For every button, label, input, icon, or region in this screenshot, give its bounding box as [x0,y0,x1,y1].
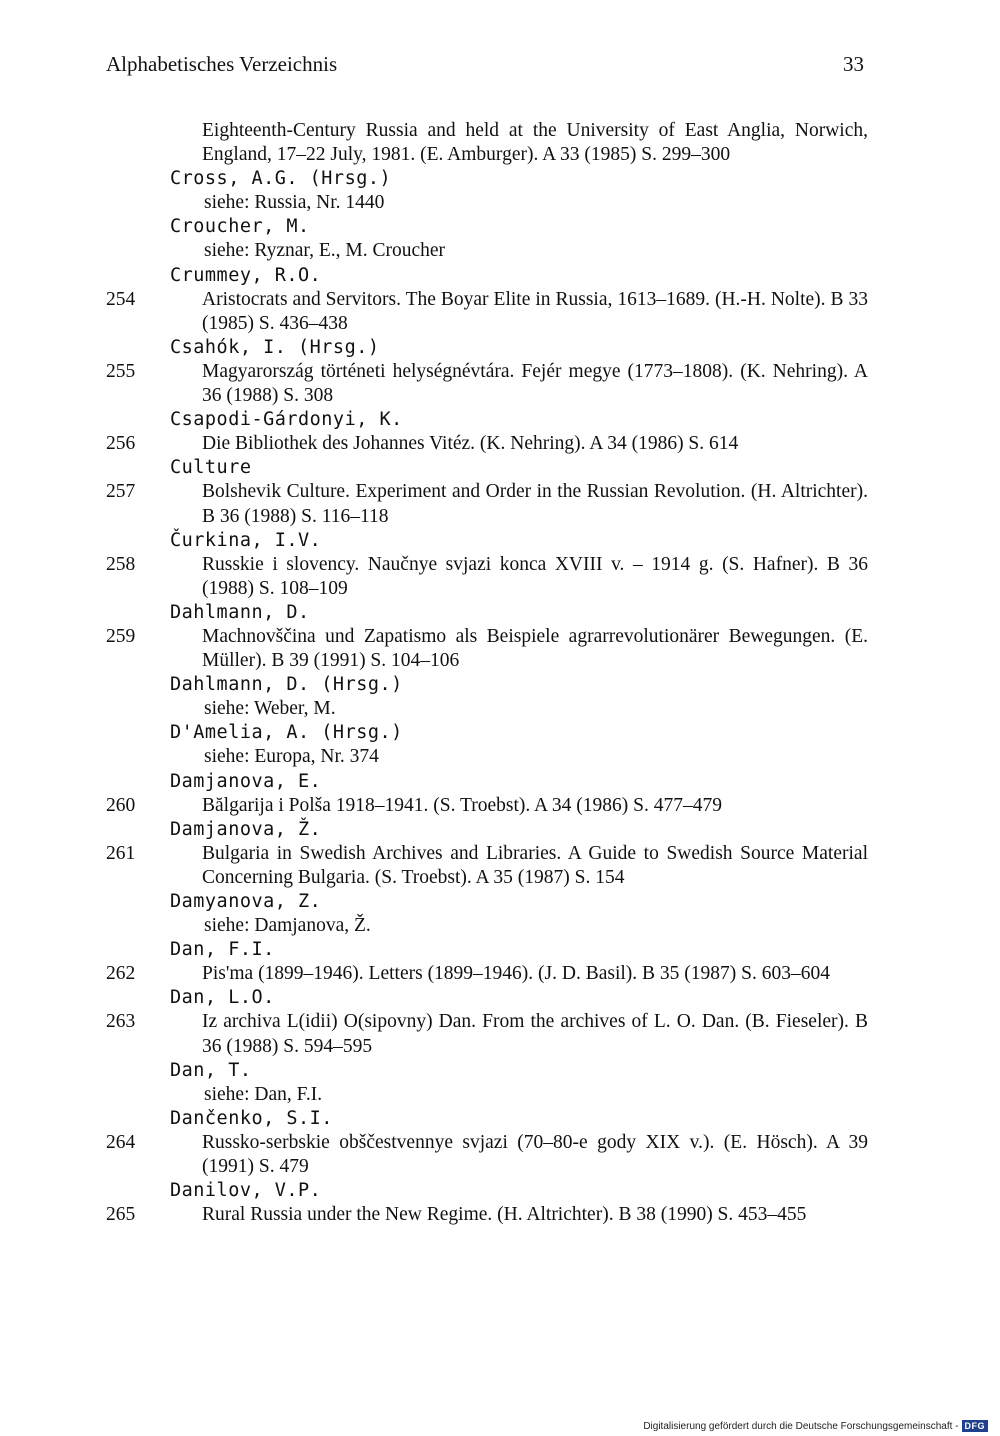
entry-text: siehe: Ryznar, E., M. Croucher [204,240,446,262]
entry-text: Russkie i slovency. Naučnye svjazi konca XVIII v. – 1914 g. (S. Hafner). B 36 (1988) S. 108–109 [202,553,868,599]
review-entry [106,288,868,336]
author-heading: Croucher, M. [170,216,310,238]
cross-reference [106,239,868,263]
entry-number: 263 [106,1011,136,1033]
author-heading: Cross, A.G. (Hrsg.) [170,168,392,190]
cross-reference [106,914,868,938]
author-heading: Dahlmann, D. [170,601,310,623]
cross-reference [106,745,868,769]
entry-text: Die Bibliothek des Johannes Vitéz. (K. Nehring). A 34 (1986) S. 614 [202,433,739,455]
author-heading: Čurkina, I.V. [170,529,322,551]
entry-text: Russko-serbskie obščestvennye svjazi (70–80-e gody XIX v.). (E. Hösch). A 39 (1991) S. 479 [202,1131,868,1178]
entry-number: 257 [106,481,136,503]
entry-number: 255 [106,360,136,382]
review-entry [106,119,868,167]
review-entry [106,360,868,408]
author-heading: Crummey, R.O. [170,264,322,286]
author-heading: Dahlmann, D. (Hrsg.) [170,674,403,696]
entry-text: Bolshevik Culture. Experiment and Order in the Russian Revolution. (H. Altrichter). B 36 (1988) S. 116–118 [202,481,868,527]
author-heading: Danilov, V.P. [170,1180,322,1202]
cross-reference [106,1083,868,1107]
entry-text: siehe: Weber, M. [204,698,336,720]
footer-text: Digitalisierung gefördert durch die Deutsche Forschungsgemeinschaft - [643,1420,959,1432]
entry-text: Rural Russia under the New Regime. (H. Altrichter). B 38 (1990) S. 453–455 [202,1204,807,1226]
entry-number: 254 [106,288,136,310]
entry-text: Aristocrats and Servitors. The Boyar Elite in Russia, 1613–1689. (H.-H. Nolte). B 33 (1985) S. 436–438 [202,288,868,334]
author-heading: D'Amelia, A. (Hrsg.) [170,722,403,744]
entry-text: siehe: Dan, F.I. [204,1083,323,1105]
author-heading: Dan, T. [170,1059,252,1081]
entry-number: 259 [106,625,136,647]
entry-number: 265 [106,1204,136,1226]
entry-number: 264 [106,1131,136,1153]
digitization-footer [643,1420,988,1432]
review-entry [106,962,868,986]
author-heading: Culture [170,457,252,479]
entry-number: 258 [106,553,136,575]
review-entry [106,480,868,528]
entry-text: Bălgarija i Polša 1918–1941. (S. Troebst). A 34 (1986) S. 477–479 [202,794,723,816]
entry-text: siehe: Russia, Nr. 1440 [204,192,385,214]
dfg-logo: DFG [962,1420,989,1432]
author-heading: Csapodi-Gárdonyi, K. [170,409,403,431]
entry-text: Machnovščina und Zapatismo als Beispiele agrarrevolutionärer Bewegungen. (E. Müller). B 39 (1991) S. 104–106 [202,625,868,672]
entry-text: Iz archiva L(idii) O(sipovny) Dan. From the archives of L. O. Dan. (B. Fieseler). B 36 (1988) S. 594–595 [202,1011,868,1057]
author-heading: Dan, F.I. [170,939,275,961]
review-entry [106,1131,868,1179]
author-heading: Damjanova, E. [170,770,322,792]
author-heading: Damyanova, Z. [170,891,322,912]
entry-text: Bulgaria in Swedish Archives and Libraries. A Guide to Swedish Source Material Concerning Bulgaria. (S. Troebst). A 35 (1987) S. 154 [202,842,868,888]
review-entry [106,553,868,601]
author-heading: Damjanova, Ž. [170,818,322,840]
entry-text: siehe: Europa, Nr. 374 [204,746,379,768]
review-entry [106,842,868,890]
page-header [106,52,864,82]
review-entry [106,1203,868,1227]
entry-number: 262 [106,963,136,985]
page-number: 33 [843,52,864,76]
review-entry [106,794,868,818]
cross-reference [106,697,868,721]
index-entries [106,119,868,1227]
running-title: Alphabetisches Verzeichnis [106,52,338,76]
entry-text: Eighteenth-Century Russia and held at the University of East Anglia, Norwich, England, 17–22 July, 1981. (E. Amburger). A 33 (1985) S. 299–300 [202,120,868,166]
review-entry [106,625,868,673]
author-heading: Dan, L.O. [170,987,275,1009]
entry-text: siehe: Damjanova, Ž. [204,915,371,937]
cross-reference [106,191,868,215]
entry-text: Pis'ma (1899–1946). Letters (1899–1946). (J. D. Basil). B 35 (1987) S. 603–604 [202,963,831,985]
entry-text: Magyarország történeti helységnévtára. Fejér megye (1773–1808). (K. Nehring). A 36 (1988) S. 308 [202,360,868,407]
entry-number: 261 [106,842,136,864]
author-heading: Dančenko, S.I. [170,1107,333,1129]
review-entry [106,432,868,456]
review-entry [106,1010,868,1058]
author-heading: Csahók, I. (Hrsg.) [170,336,380,358]
entry-number: 260 [106,794,136,816]
entry-number: 256 [106,433,136,455]
